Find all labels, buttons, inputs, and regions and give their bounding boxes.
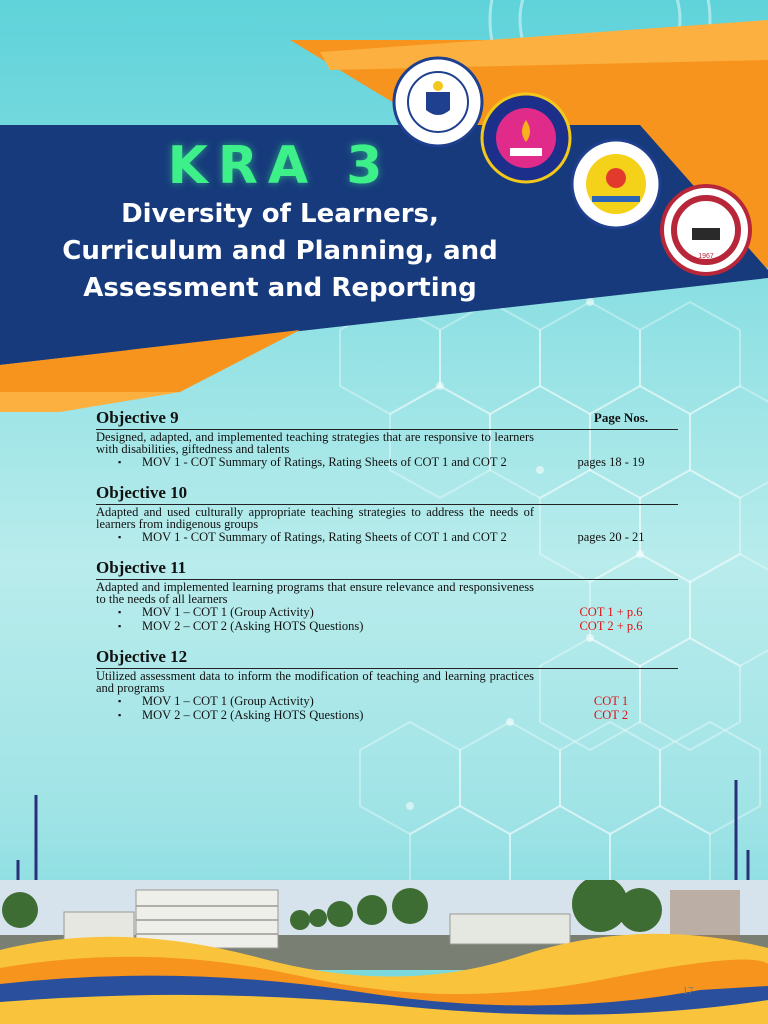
- bullet-icon: ▪: [118, 457, 122, 467]
- page-reference: COT 1: [593, 694, 629, 708]
- objective-description: Designed, adapted, and implemented teaching strategies that are responsive to learners with disabilities, giftedness and talents: [96, 430, 534, 456]
- school-photo-strip: [0, 880, 768, 1024]
- page-nos-header: Page Nos.: [593, 410, 649, 425]
- objective-title: Objective 10: [96, 483, 678, 505]
- mov-text: MOV 1 – COT 1 (Group Activity): [142, 694, 314, 708]
- objective-title: Objective 11: [96, 558, 678, 580]
- page-reference: COT 1 + p.6: [579, 605, 643, 619]
- bullet-icon: ▪: [118, 696, 122, 706]
- page-reference: pages 18 - 19: [577, 455, 645, 469]
- bullet-icon: ▪: [118, 621, 122, 631]
- objective-title: Objective 9: [96, 408, 678, 430]
- bullet-icon: ▪: [118, 532, 122, 542]
- objective-description: Adapted and used culturally appropriate teaching strategies to address the needs of learners from indigenous groups: [96, 505, 534, 531]
- page-reference: pages 20 - 21: [577, 530, 645, 544]
- mov-text: MOV 1 – COT 1 (Group Activity): [142, 605, 314, 619]
- objective-description: Adapted and implemented learning programs that ensure relevance and responsiveness to the needs of all learners: [96, 580, 534, 606]
- mov-text: MOV 1 - COT Summary of Ratings, Rating Sheets of COT 1 and COT 2: [142, 455, 507, 469]
- page-reference: COT 2: [593, 708, 629, 722]
- objective-description: Utilized assessment data to inform the modification of teaching and learning practices and programs: [96, 669, 534, 695]
- mov-text: MOV 1 - COT Summary of Ratings, Rating Sheets of COT 1 and COT 2: [142, 530, 507, 544]
- kra-title: KRA 3: [167, 136, 393, 196]
- subtitle-line: Assessment and Reporting: [83, 273, 477, 303]
- subtitle-line: Curriculum and Planning, and: [62, 236, 498, 266]
- page-number: 17: [682, 985, 694, 997]
- mov-text: MOV 2 – COT 2 (Asking HOTS Questions): [142, 708, 364, 722]
- page-reference: COT 2 + p.6: [579, 619, 643, 633]
- subtitle-line: Diversity of Learners,: [121, 199, 439, 229]
- objective-title: Objective 12: [96, 647, 678, 669]
- mov-text: MOV 2 – COT 2 (Asking HOTS Questions): [142, 619, 364, 633]
- school-seal-year: 1967: [698, 253, 714, 260]
- bullet-icon: ▪: [118, 710, 122, 720]
- bullet-icon: ▪: [118, 607, 122, 617]
